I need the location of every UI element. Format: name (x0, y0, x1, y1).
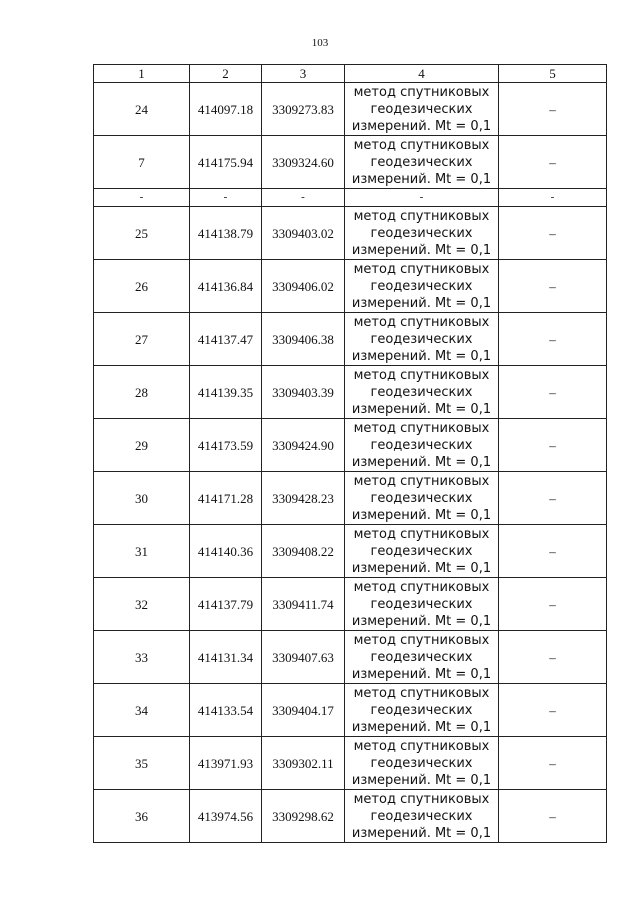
accuracy-dash: – (499, 790, 607, 843)
coordinate-y: 3309408.22 (262, 525, 345, 578)
accuracy-dash: – (499, 136, 607, 189)
accuracy-dash: – (499, 525, 607, 578)
coordinate-y: 3309324.60 (262, 136, 345, 189)
method-description (345, 737, 499, 790)
method-line: метод спутниковых (353, 738, 490, 754)
method-line: измерений. Mt = 0,1 (351, 507, 492, 523)
coordinate-y: 3309406.38 (262, 313, 345, 366)
table-row (94, 472, 607, 525)
method-line: измерений. Mt = 0,1 (351, 560, 492, 576)
point-number: 36 (94, 790, 190, 843)
method-description (345, 207, 499, 260)
table-row (94, 83, 607, 136)
method-line: геодезических (370, 101, 473, 117)
method-line: геодезических (370, 384, 473, 400)
method-description (345, 631, 499, 684)
method-description (345, 472, 499, 525)
accuracy-dash: – (499, 737, 607, 790)
method-line: метод спутниковых (353, 367, 490, 383)
coordinate-x: 413971.93 (190, 737, 262, 790)
coordinate-x: 414175.94 (190, 136, 262, 189)
separator-cell: - (499, 189, 607, 207)
method-line: измерений. Mt = 0,1 (351, 171, 492, 187)
method-line: измерений. Mt = 0,1 (351, 772, 492, 788)
method-description (345, 578, 499, 631)
method-line: метод спутниковых (353, 685, 490, 701)
method-line: измерений. Mt = 0,1 (351, 295, 492, 311)
point-number: 32 (94, 578, 190, 631)
method-line: геодезических (370, 490, 473, 506)
method-description (345, 313, 499, 366)
point-number: 28 (94, 366, 190, 419)
table-row (94, 366, 607, 419)
method-line: геодезических (370, 808, 473, 824)
point-number: 31 (94, 525, 190, 578)
accuracy-dash: – (499, 313, 607, 366)
method-line: геодезических (370, 437, 473, 453)
coordinate-x: 414139.35 (190, 366, 262, 419)
method-line: измерений. Mt = 0,1 (351, 666, 492, 682)
coordinate-y: 3309403.39 (262, 366, 345, 419)
method-line: геодезических (370, 702, 473, 718)
point-number: 24 (94, 83, 190, 136)
coordinate-y: 3309406.02 (262, 260, 345, 313)
method-line: метод спутниковых (353, 473, 490, 489)
accuracy-dash: – (499, 578, 607, 631)
coordinate-x: 414137.79 (190, 578, 262, 631)
separator-cell: - (94, 189, 190, 207)
accuracy-dash: – (499, 419, 607, 472)
coordinate-y: 3309407.63 (262, 631, 345, 684)
method-line: геодезических (370, 596, 473, 612)
method-description (345, 136, 499, 189)
method-description (345, 684, 499, 737)
method-description (345, 790, 499, 843)
method-line: метод спутниковых (353, 314, 490, 330)
method-line: метод спутниковых (353, 84, 490, 100)
point-number: 29 (94, 419, 190, 472)
separator-cell: - (190, 189, 262, 207)
table-row (94, 631, 607, 684)
point-number: 7 (94, 136, 190, 189)
coordinate-x: 414137.47 (190, 313, 262, 366)
method-line: метод спутниковых (353, 261, 490, 277)
header-cell-1: 1 (94, 65, 190, 83)
method-line: измерений. Mt = 0,1 (351, 401, 492, 417)
coordinates-table (93, 64, 607, 843)
table-row (94, 525, 607, 578)
method-line: геодезических (370, 154, 473, 170)
coordinate-x: 414140.36 (190, 525, 262, 578)
coordinate-x: 414173.59 (190, 419, 262, 472)
method-line: измерений. Mt = 0,1 (351, 719, 492, 735)
table-row (94, 207, 607, 260)
table-row (94, 419, 607, 472)
method-line: метод спутниковых (353, 208, 490, 224)
point-number: 30 (94, 472, 190, 525)
method-line: геодезических (370, 649, 473, 665)
page-number: 103 (311, 37, 329, 49)
header-cell-3: 3 (262, 65, 345, 83)
coordinate-y: 3309298.62 (262, 790, 345, 843)
method-line: геодезических (370, 331, 473, 347)
coordinate-y: 3309428.23 (262, 472, 345, 525)
method-line: метод спутниковых (353, 420, 490, 436)
table-row (94, 684, 607, 737)
point-number: 26 (94, 260, 190, 313)
method-line: измерений. Mt = 0,1 (351, 118, 492, 134)
method-description (345, 260, 499, 313)
accuracy-dash: – (499, 366, 607, 419)
table-row (94, 136, 607, 189)
coordinate-y: 3309273.83 (262, 83, 345, 136)
accuracy-dash: – (499, 83, 607, 136)
accuracy-dash: – (499, 684, 607, 737)
table-row (94, 313, 607, 366)
method-description (345, 419, 499, 472)
point-number: 35 (94, 737, 190, 790)
coordinate-x: 414138.79 (190, 207, 262, 260)
method-line: геодезических (370, 225, 473, 241)
table-row (94, 790, 607, 843)
method-line: метод спутниковых (353, 632, 490, 648)
header-cell-2: 2 (190, 65, 262, 83)
header-row (94, 65, 607, 83)
method-line: измерений. Mt = 0,1 (351, 613, 492, 629)
method-line: измерений. Mt = 0,1 (351, 242, 492, 258)
point-number: 27 (94, 313, 190, 366)
method-line: измерений. Mt = 0,1 (351, 825, 492, 841)
table-row (94, 578, 607, 631)
coordinate-x: 414136.84 (190, 260, 262, 313)
accuracy-dash: – (499, 260, 607, 313)
method-line: геодезических (370, 278, 473, 294)
method-line: метод спутниковых (353, 791, 490, 807)
separator-cell: - (262, 189, 345, 207)
method-description (345, 366, 499, 419)
header-cell-4: 4 (345, 65, 499, 83)
method-line: измерений. Mt = 0,1 (351, 454, 492, 470)
coordinate-y: 3309411.74 (262, 578, 345, 631)
method-line: геодезических (370, 543, 473, 559)
method-line: метод спутниковых (353, 137, 490, 153)
method-description (345, 525, 499, 578)
header-cell-5: 5 (499, 65, 607, 83)
coordinate-x: 414133.54 (190, 684, 262, 737)
separator-row (94, 189, 607, 207)
coordinate-y: 3309424.90 (262, 419, 345, 472)
coordinate-y: 3309403.02 (262, 207, 345, 260)
table-row (94, 260, 607, 313)
coordinate-x: 414131.34 (190, 631, 262, 684)
separator-cell: - (345, 189, 499, 207)
method-description (345, 83, 499, 136)
point-number: 25 (94, 207, 190, 260)
method-line: геодезических (370, 755, 473, 771)
coordinate-y: 3309302.11 (262, 737, 345, 790)
coordinate-x: 414171.28 (190, 472, 262, 525)
accuracy-dash: – (499, 207, 607, 260)
coordinate-x: 414097.18 (190, 83, 262, 136)
coordinate-y: 3309404.17 (262, 684, 345, 737)
coordinate-x: 413974.56 (190, 790, 262, 843)
point-number: 33 (94, 631, 190, 684)
point-number: 34 (94, 684, 190, 737)
method-line: метод спутниковых (353, 526, 490, 542)
accuracy-dash: – (499, 631, 607, 684)
accuracy-dash: – (499, 472, 607, 525)
method-line: измерений. Mt = 0,1 (351, 348, 492, 364)
table-row (94, 737, 607, 790)
method-line: метод спутниковых (353, 579, 490, 595)
